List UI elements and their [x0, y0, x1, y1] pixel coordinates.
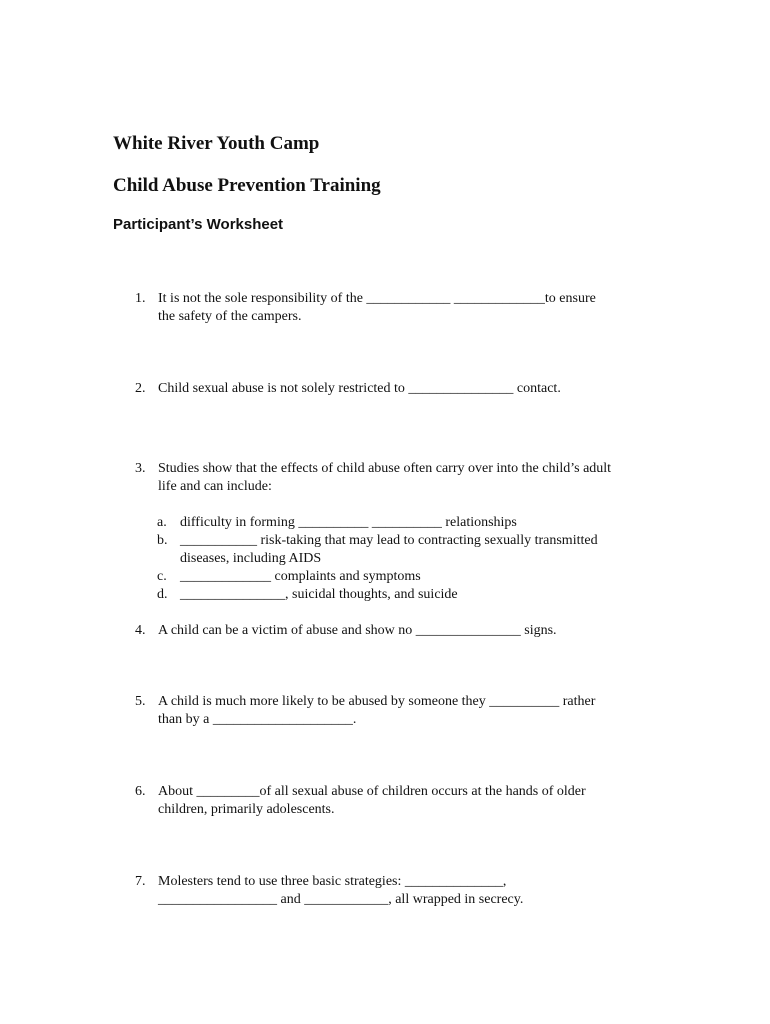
question-2: [135, 380, 695, 398]
question-text: children, primarily adolescents.: [158, 802, 335, 817]
question-text: the safety of the campers.: [158, 309, 302, 324]
question-5: [135, 693, 695, 729]
question-text: It is not the sole responsibility of the ____________ _____________to ensure: [158, 291, 596, 306]
subitem-text: ___________ risk-taking that may lead to contracting sexually transmitted: [180, 533, 598, 548]
question-number: 7.: [135, 874, 146, 889]
question-text: _________________ and ____________, all wrapped in secrecy.: [158, 892, 524, 907]
question-7: [135, 873, 695, 909]
subitem-c: [157, 568, 697, 586]
subitem-text: _______________, suicidal thoughts, and suicide: [180, 587, 458, 602]
camp-title: White River Youth Camp: [113, 133, 320, 154]
question-number: 1.: [135, 291, 146, 306]
question-4: [135, 622, 695, 640]
question-text: About _________of all sexual abuse of children occurs at the hands of older: [158, 784, 586, 799]
question-number: 2.: [135, 381, 146, 396]
subitem-d: [157, 586, 697, 604]
subitem-letter: b.: [157, 533, 168, 548]
question-number: 4.: [135, 623, 146, 638]
subitem-b-continued: [157, 550, 697, 568]
question-number: 5.: [135, 694, 146, 709]
question-text: than by a ____________________.: [158, 712, 357, 727]
subitem-text: diseases, including AIDS: [180, 551, 322, 566]
subitem-text: difficulty in forming __________ __________ relationships: [180, 515, 517, 530]
subitem-letter: d.: [157, 587, 168, 602]
subitem-letter: a.: [157, 515, 167, 530]
subitem-a: [157, 514, 697, 532]
worksheet-subtitle: Participant’s Worksheet: [113, 216, 284, 233]
question-text: life and can include:: [158, 479, 272, 494]
question-number: 3.: [135, 461, 146, 476]
question-text: Child sexual abuse is not solely restricted to _______________ contact.: [158, 381, 561, 396]
question-text: A child is much more likely to be abused by someone they __________ rather: [158, 694, 596, 709]
subitem-letter: c.: [157, 569, 167, 584]
question-1: [135, 290, 695, 326]
question-text: Molesters tend to use three basic strategies: ______________,: [158, 874, 507, 889]
question-text: Studies show that the effects of child abuse often carry over into the child’s adult: [158, 461, 612, 476]
training-title: Child Abuse Prevention Training: [113, 175, 381, 196]
subitem-b: [157, 532, 697, 550]
question-6: [135, 783, 695, 819]
question-number: 6.: [135, 784, 146, 799]
question-3: [135, 460, 695, 496]
subitem-text: _____________ complaints and symptoms: [180, 569, 421, 584]
question-3-subitems: [157, 514, 697, 604]
question-text: A child can be a victim of abuse and show no _______________ signs.: [158, 623, 557, 638]
